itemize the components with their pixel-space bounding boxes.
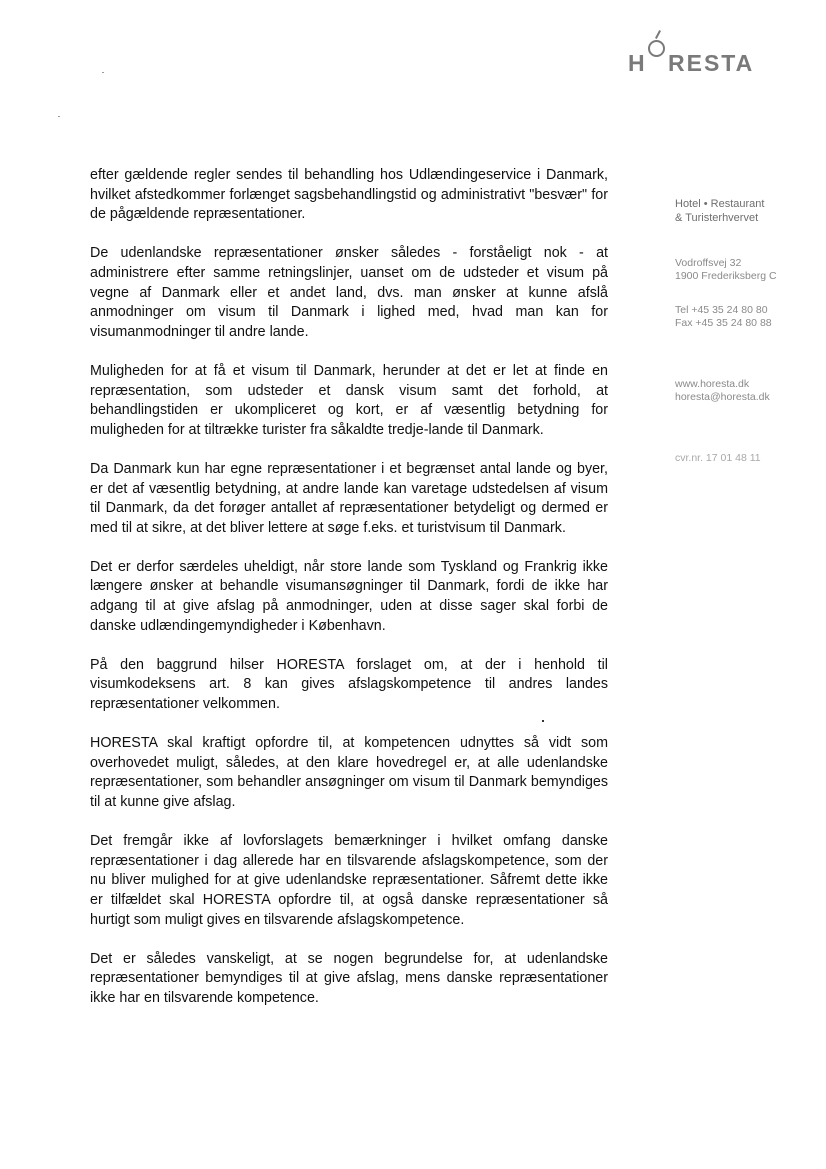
fax-number: Fax +45 35 24 80 88	[675, 317, 772, 329]
paragraph: Det fremgår ikke af lovforslagets bemærkninger i hvilket omfang danske repræsentationer i dag allerede har en tilsvarende afslagskompetence, som der nu bliver mulighed for at give udenlandske repræsentationer. Såfremt dette ikke er tilfældet skal HORESTA opfordre til, at også danske repræsentationer så hurtigt som muligt gives en tilsvarende afslagskompetence.	[90, 833, 608, 928]
sidebar-cvr	[675, 452, 820, 465]
logo-ring-icon	[648, 40, 665, 57]
logo-letters: RESTA	[668, 50, 755, 76]
scan-speck	[102, 72, 104, 73]
website-link: www.horesta.dk	[675, 378, 750, 390]
company-tagline-line1: Hotel • Restaurant	[675, 198, 765, 210]
paragraph: efter gældende regler sendes til behandling hos Udlændingeservice i Danmark, hvilket afstedkommer forlænget sagsbehandlingstid og administrativt "besvær" for de pågældende repræsentationer.	[90, 167, 608, 223]
paragraph: Muligheden for at få et visum til Danmark, herunder at det er let at finde en repræsentation, som udsteder et dansk visum samt det forhold, at behandlingstiden er ukompliceret og kort, er af væsentlig betydning for muligheden for at tiltrække turister fra såkaldte tredje-lande til Danmark.	[90, 362, 608, 438]
letter-body	[90, 166, 608, 1028]
address-city: 1900 Frederiksberg C	[675, 270, 777, 282]
sidebar-web	[675, 378, 820, 404]
logo-letter-h: H	[628, 50, 646, 76]
sidebar-phone	[675, 304, 820, 330]
phone-number: Tel +45 35 24 80 80	[675, 304, 768, 316]
horesta-logo	[628, 46, 778, 82]
paragraph: Det er derfor særdeles uheldigt, når store lande som Tyskland og Frankrig ikke længere ønsker at behandle visumansøgninger til Danmark, fordi de ikke har adgang til at give afslag på anmodninger, uden at disse sager skal forbi de danske udlændingemyndigheder i København.	[90, 558, 608, 634]
email-link: horesta@horesta.dk	[675, 391, 770, 403]
paragraph: På den baggrund hilser HORESTA forslaget om, at der i henhold til visumkodeksens art. 8 kan gives afslagskompetence til andres landes repræsentationer velkommen.	[90, 656, 608, 713]
paragraph: Det er således vanskeligt, at se nogen begrundelse for, at udenlandske repræsentationer bemyndiges til at give afslag, mens danske repræsentationer ikke har en tilsvarende kompetence.	[90, 950, 608, 1006]
address-street: Vodroffsvej 32	[675, 257, 742, 269]
sidebar-address	[675, 257, 820, 283]
cvr-number: cvr.nr. 17 01 48 11	[675, 452, 761, 464]
paragraph: Da Danmark kun har egne repræsentationer i et begrænset antal lande og byer, er det af væsentlig betydning, at andre lande kan varetage udstedelsen af visum til Danmark, da det forøger antallet af repræsentationer betydeligt og dermed er med til at sikre, at det bliver lettere at søge f.eks. et turistvisum til Danmark.	[90, 460, 608, 536]
paragraph: De udenlandske repræsentationer ønsker således - forståeligt nok - at administrere efter samme retningslinjer, uanset om de udsteder et visum på vegne af Danmark eller et andet land, dvs. man ønsker at kunne afslå anmodninger om visum til Danmark i lighed med, hvad man kan for visumanmodninger til andre lande.	[90, 245, 608, 340]
scan-speck	[58, 116, 60, 117]
logo-accent-mark	[655, 30, 661, 39]
sidebar-company	[675, 197, 820, 225]
company-tagline-line2: & Turisterhvervet	[675, 212, 759, 224]
paragraph: HORESTA skal kraftigt opfordre til, at kompetencen udnyttes så vidt som overhovedet muligt, således, at den klare hovedregel er, at alle udenlandske repræsentationer, som behandler ansøgninger om visum til Danmark bemyndiges til at kunne give afslag.	[90, 735, 608, 810]
